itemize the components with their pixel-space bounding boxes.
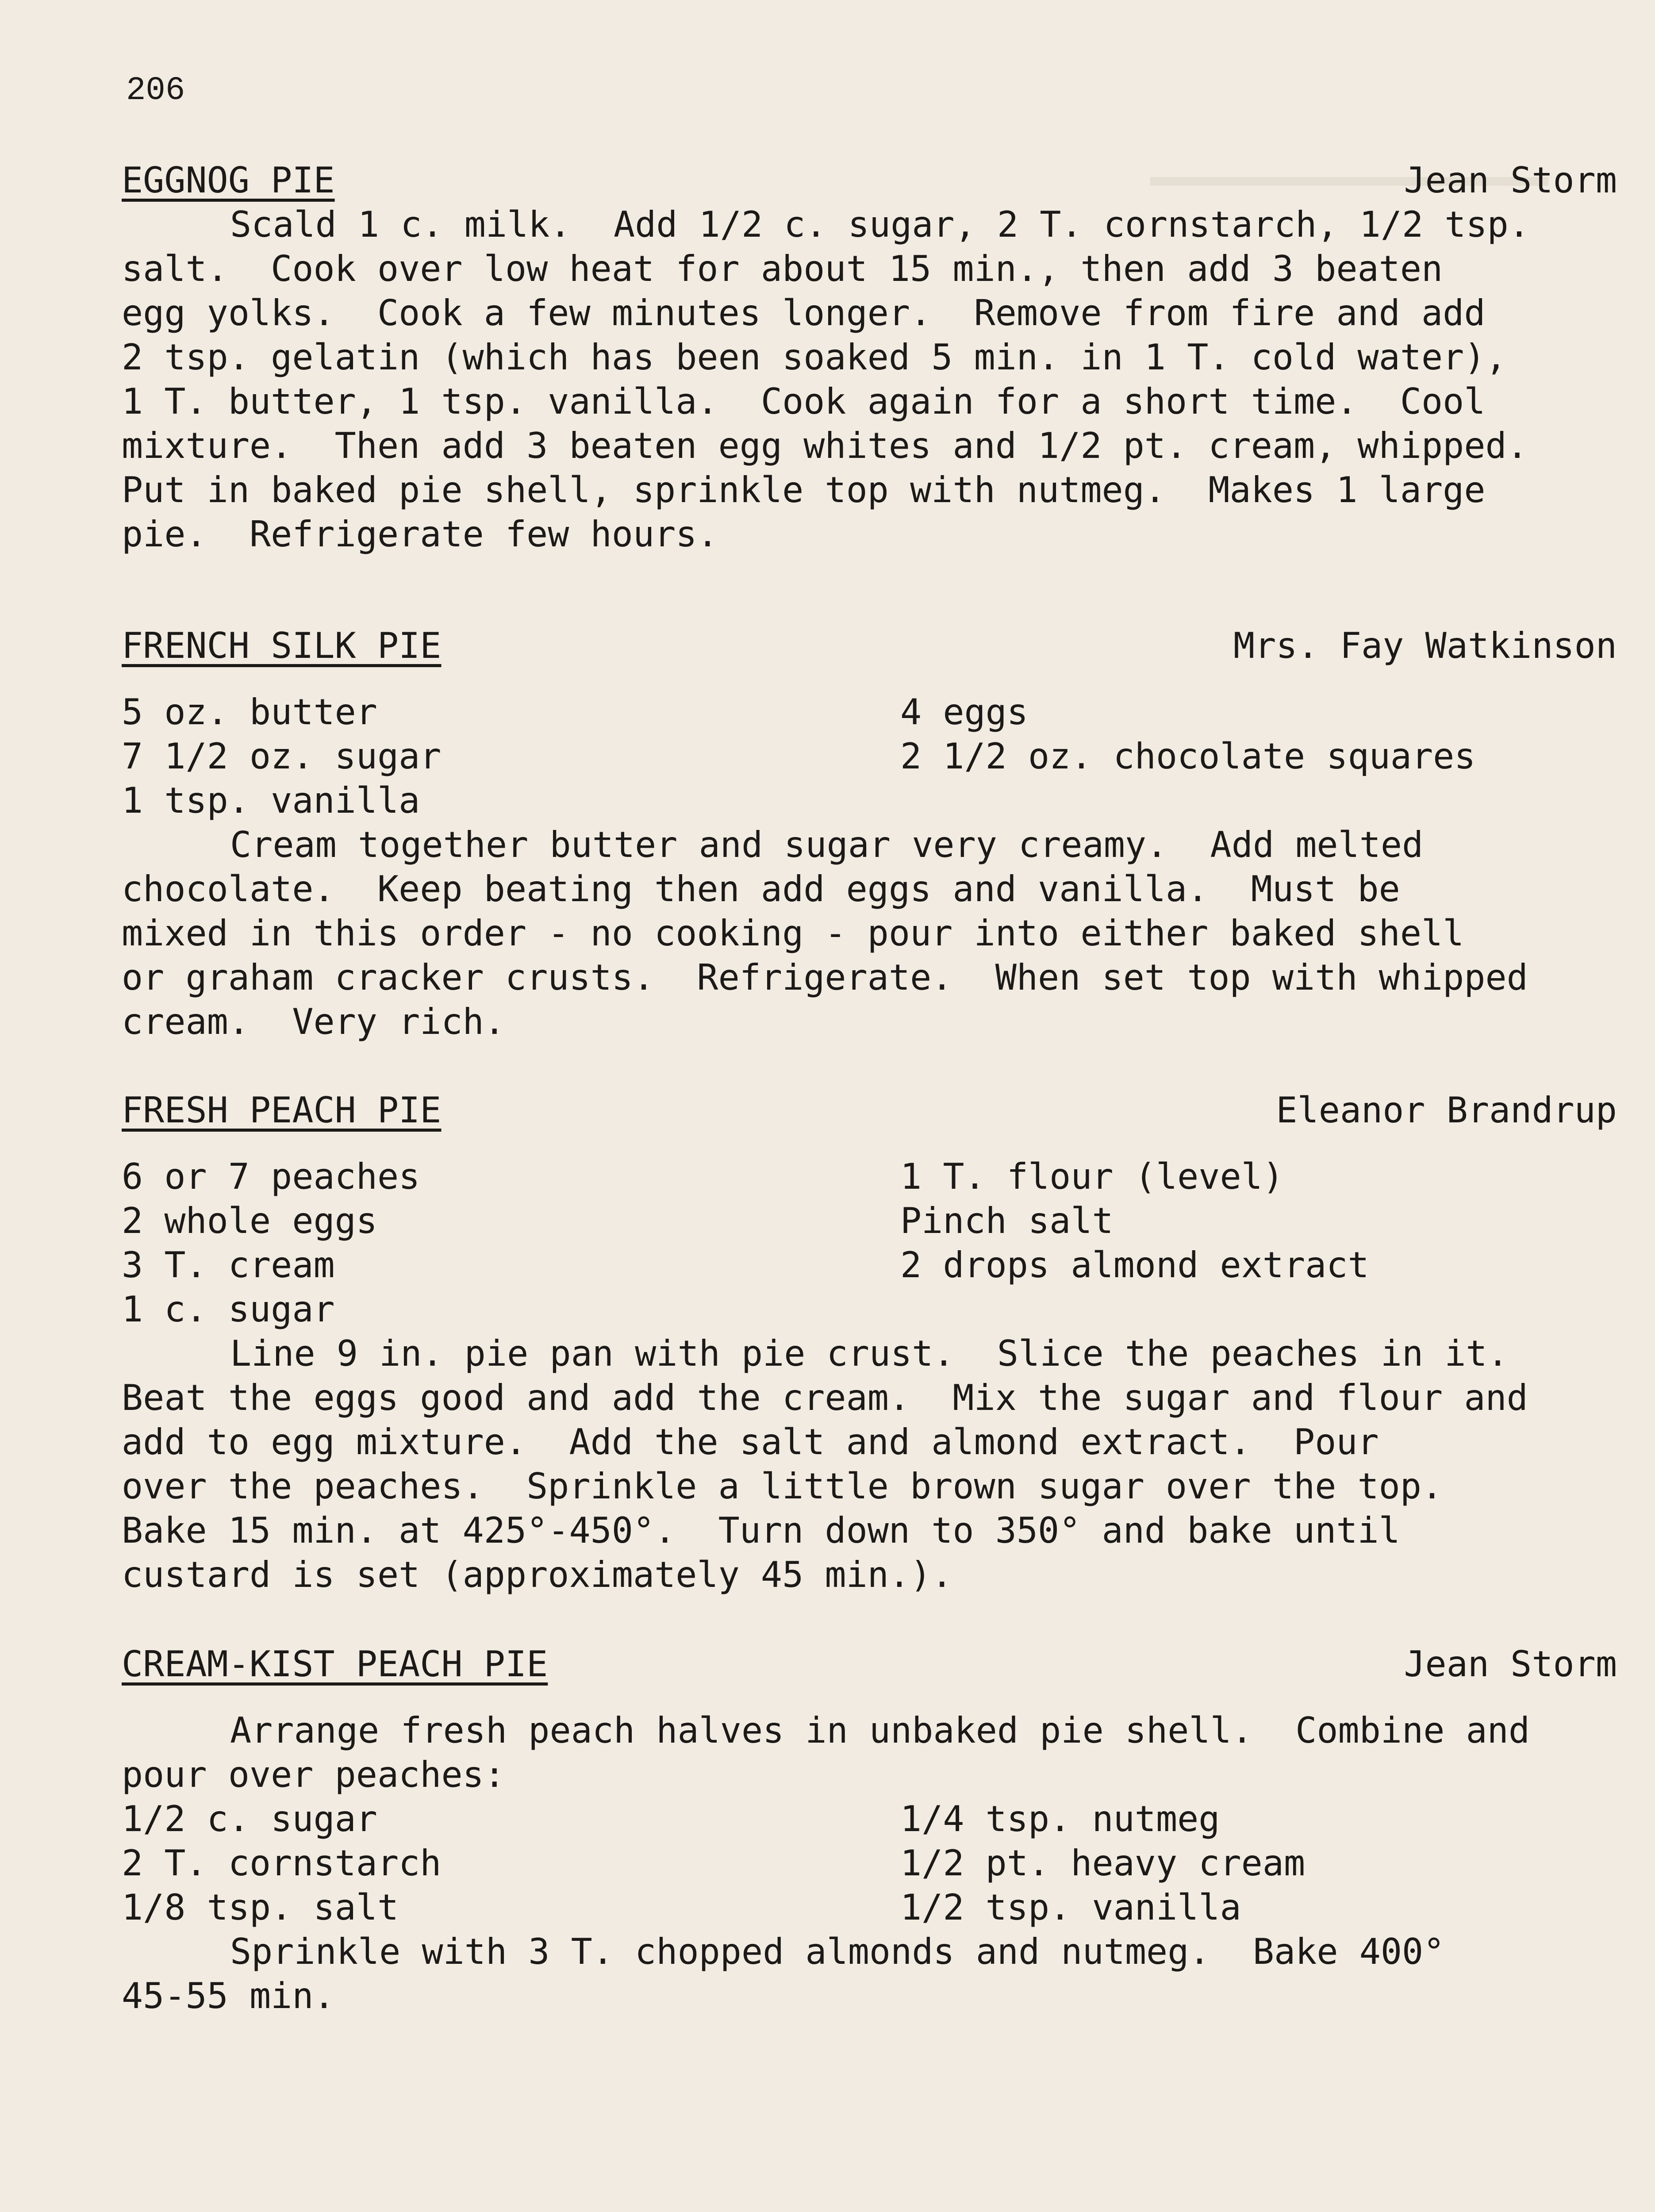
ingredient-list (122, 690, 1617, 823)
recipe-cream-kist-peach-pie (122, 1642, 1617, 2018)
instruction-line: Cream together butter and sugar very creamy. Add melted (230, 824, 1424, 865)
instruction-line: Scald 1 c. milk. Add 1/2 c. sugar, 2 T. cornstarch, 1/2 tsp. (230, 204, 1530, 245)
ingredient-row (122, 1199, 1617, 1243)
ingredient-row (122, 1243, 1617, 1287)
ingredient: 2 1/2 oz. chocolate squares (900, 736, 1476, 777)
ingredient: 1/2 tsp. vanilla (900, 1887, 1241, 1928)
recipe-title: FRESH PEACH PIE (122, 1090, 442, 1131)
instruction-line: 2 tsp. gelatin (which has been soaked 5 min. in 1 T. cold water), (122, 337, 1507, 378)
ingredient-list (122, 1155, 1617, 1332)
ingredient-row (122, 1155, 1617, 1199)
instruction-line: or graham cracker crusts. Refrigerate. When set top with whipped (122, 957, 1528, 998)
ingredient: 1 T. flour (level) (900, 1156, 1284, 1197)
instruction-line: Sprinkle with 3 T. chopped almonds and nutmeg. Bake 400° (230, 1931, 1445, 1972)
instruction-line: Beat the eggs good and add the cream. Mix the sugar and flour and (122, 1377, 1528, 1418)
recipe-title: FRENCH SILK PIE (122, 625, 442, 666)
instruction-line: add to egg mixture. Add the salt and almond extract. Pour (122, 1421, 1379, 1463)
ingredient: 1 c. sugar (122, 1289, 335, 1330)
recipe-intro (122, 1709, 1617, 1797)
ingredient-row (122, 734, 1617, 779)
intro-line: Arrange fresh peach halves in unbaked pie shell. Combine and (230, 1710, 1530, 1751)
instruction-line: Line 9 in. pie pan with pie crust. Slice the peaches in it. (230, 1333, 1509, 1374)
instruction-line: over the peaches. Sprinkle a little brown sugar over the top. (122, 1466, 1443, 1507)
ingredient: 5 oz. butter (122, 691, 377, 733)
instruction-line: salt. Cook over low heat for about 15 min., then add 3 beaten (122, 248, 1443, 289)
ingredient-row (122, 1841, 1617, 1886)
ingredient: 1/2 c. sugar (122, 1798, 377, 1839)
recipe-title: CREAM-KIST PEACH PIE (122, 1644, 548, 1685)
recipe-title: EGGNOG PIE (122, 160, 335, 201)
ingredient: 2 drops almond extract (900, 1244, 1369, 1286)
recipe-instructions (122, 203, 1617, 557)
recipe-fresh-peach-pie (122, 1088, 1617, 1597)
instruction-line: 1 T. butter, 1 tsp. vanilla. Cook again for a short time. Cool (122, 381, 1486, 422)
recipe-author: Mrs. Fay Watkinson (1233, 625, 1617, 666)
instruction-line: cream. Very rich. (122, 1001, 505, 1042)
intro-line: pour over peaches: (122, 1754, 505, 1795)
ingredient-list (122, 1797, 1617, 1930)
ingredient: 1/8 tsp. salt (122, 1887, 399, 1928)
instruction-line: custard is set (approximately 45 min.). (122, 1554, 953, 1595)
instruction-line: mixed in this order - no cooking - pour into either baked shell (122, 913, 1464, 954)
recipe-header (122, 1088, 1617, 1133)
instruction-line: Bake 15 min. at 425°-450°. Turn down to 350° and bake until (122, 1510, 1400, 1551)
recipe-french-silk-pie (122, 624, 1617, 1044)
instruction-line: egg yolks. Cook a few minutes longer. Remove from fire and add (122, 292, 1486, 334)
recipe-author: Eleanor Brandrup (1276, 1090, 1617, 1131)
instruction-line: pie. Refrigerate few hours. (122, 514, 718, 555)
ingredient: 2 whole eggs (122, 1200, 377, 1241)
ingredient: 7 1/2 oz. sugar (122, 736, 442, 777)
ingredient: 3 T. cream (122, 1244, 335, 1286)
ingredient-row (122, 779, 1617, 823)
recipe-header (122, 1642, 1617, 1686)
ingredient: 1/4 tsp. nutmeg (900, 1798, 1220, 1839)
instruction-line: chocolate. Keep beating then add eggs and vanilla. Must be (122, 868, 1400, 910)
instruction-line: mixture. Then add 3 beaten egg whites and 1/2 pt. cream, whipped. (122, 425, 1528, 466)
recipe-header (122, 624, 1617, 668)
ingredient: 4 eggs (900, 691, 1028, 733)
ingredient: Pinch salt (900, 1200, 1114, 1241)
ingredient: 1 tsp. vanilla (122, 780, 420, 821)
instruction-line: Put in baked pie shell, sprinkle top with nutmeg. Makes 1 large (122, 469, 1486, 511)
recipe-instructions (122, 1332, 1617, 1597)
recipe-author: Jean Storm (1404, 1644, 1617, 1685)
ingredient-row (122, 690, 1617, 734)
recipe-header (122, 158, 1617, 203)
recipe-instructions (122, 1930, 1617, 2018)
ingredient: 1/2 pt. heavy cream (900, 1843, 1306, 1884)
ingredient-row (122, 1886, 1617, 1930)
ingredient-row (122, 1797, 1617, 1841)
page-number: 206 (126, 72, 185, 109)
ingredient-row (122, 1287, 1617, 1332)
ingredient: 2 T. cornstarch (122, 1843, 442, 1884)
recipe-instructions (122, 823, 1617, 1044)
recipe-author: Jean Storm (1404, 160, 1617, 201)
instruction-line: 45-55 min. (122, 1975, 335, 2016)
recipe-eggnog-pie (122, 158, 1617, 557)
ingredient: 6 or 7 peaches (122, 1156, 420, 1197)
